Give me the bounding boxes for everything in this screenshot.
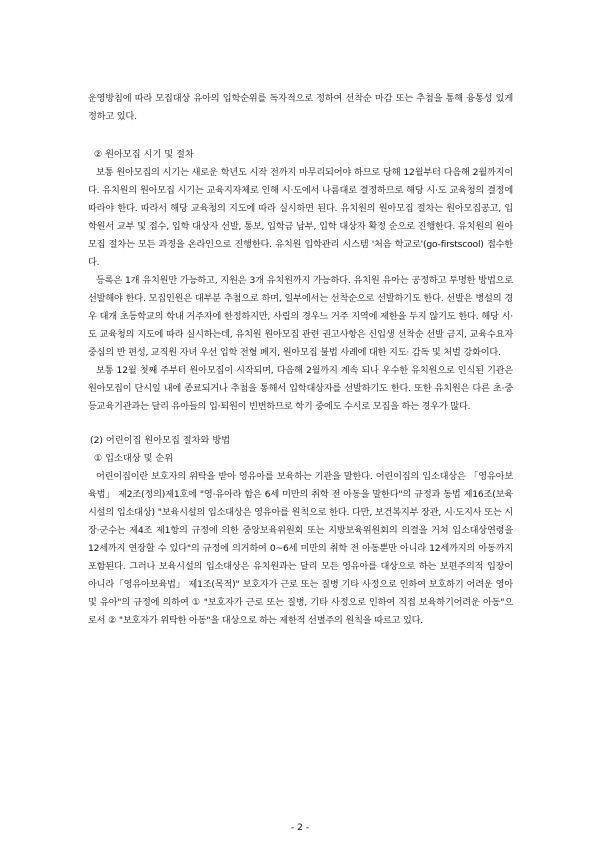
page-number: - 2 -	[290, 822, 310, 833]
paragraph-recruit-3: 보통 12월 첫째 주부터 원아모집이 시작되며, 다음해 2월까지 계속 되나 우수한 유치원으로 인식된 기관은 원아모집이 단시일 내에 종료되거나 추첨을 통해서 입학대상자를 선발하기도 한다. 또한 유치원은 다른 초·중등교육기관과는 달리 유아들의 입·퇴원이 빈번하므로 학기 중에도 수시로 모집을 하는 경우가 많다.	[88, 365, 513, 412]
paragraph-recruit-1: 보통 원아모집의 시기는 새로운 학년도 시작 전까지 마무리되어야 하므로 당해 12월부터 다음해 2월까지이다. 유치원의 원아모집 시기는 교육지자체로 인해 시·도에서 나름대로 결정하므로 해당 시·도 교육청의 결정에 따라야 한다. 따라서 해당 교육청의 지도에 따라 실시하면 된다. 유치원의 원아모집 절차는 원아모집공고, 입학원서 교부 및 접수, 입학 대상자 선발, 통보, 입학금 납부, 입학 대상자 확정 순으로 진행한다. 유치원의 원아모집 절차는 모든 과정을 온라인으로 진행한다. 유치원 입학관리 시스템 '처음 학교로'(go-firstscool) 접수한다.	[88, 167, 513, 268]
paragraph-daycare-1: 어린이집이란 보호자의 위탁을 받아 영유아를 보육하는 기관을 말한다. 어린이집의 입소대상은 「영유아보육법」 제2조(정의)제1호에 "영·유아라 함은 6세 미만의 취학 전 아동을 말한다"의 규정과 동법 제16조(보육시설의 입소대상) "보육시설의 입소대상은 영유아를 원칙으로 한다. 다만, 보건복지부 장관, 시·도지사 또는 시장·군수는 제4조 제1항의 규정에 의한 중앙보육위원회 또는 지방보육위원회의 의결을 거쳐 입소대상연령을 12세까지 연장할 수 있다"의 규정에 의거하여 0~6세 미만의 취학 전 아동뿐만 아니라 12세까지의 아동까지 포함된다. 그러나 보육시설의 입소대상은 유치원과는 달리 모든 영유아를 대상으로 하는 보편주의적 입장이 아니라「영유아보육법」 제1조(목적)" 보호자가 근로 또는 질병 기타 사정으로 인하여 보호하기 어려운 영아 및 유아"의 규정에 의하여 ① "보호자가 근로 또는 질병, 기타 사정으로 인하여 직접 보육하기어려운 아동"으로서 ② "보호자가 위탁한 아동"을 대상으로 하는 제한적 선별주의 원칙을 따르고 있다.	[88, 471, 513, 626]
body-text	[88, 90, 513, 630]
heading-admission: ① 입소대상 및 순위	[94, 453, 174, 464]
heading-recruit-period: ② 원아모집 시기 및 절차	[94, 149, 194, 160]
paragraph-intro: 운영방침에 따라 모집대상 유아의 입학순위를 독자적으로 정하여 선착순 마감 또는 추첨을 통해 융통성 있게 정하고 있다.	[88, 93, 513, 122]
heading-daycare: (2) 어린이집 원아모집 절차와 방법	[90, 435, 231, 446]
paragraph-recruit-2: 등록은 1개 유치원만 가능하고, 지원은 3개 유치원까지 가능하다. 유치원 유아는 공정하고 투명한 방법으로 선발해야 한다. 모집인원은 대부분 추첨으로 하며, 일부에서는 선착순으로 선발하기도 한다. 선발은 병설의 경우 대개 초등학교의 학내 거주자에 한정하지만, 사립의 경우느 거주 지역에 제한을 두지 않기도 한다. 해당 시·도 교육청의 지도에 따라 실시하는데, 유치원 원아모집 관련 권고사항은 신입생 선착순 선발 금지, 교육수요자 중심의 반 편성, 교직원 자녀 우선 입학 전형 폐지, 원아모집 불법 사례에 대한 지도· 감독 및 처벌 강화이다.	[88, 275, 513, 358]
